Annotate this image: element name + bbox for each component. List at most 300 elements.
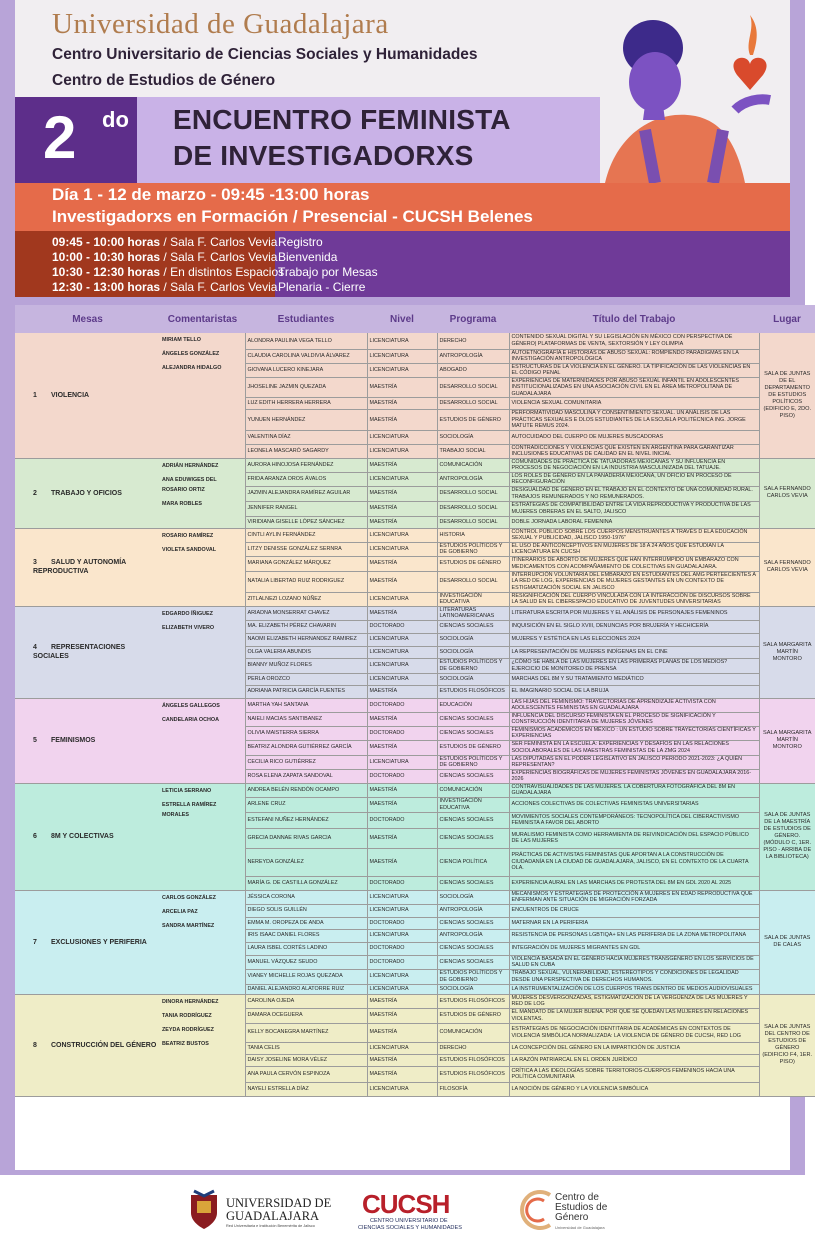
level: DOCTORADO <box>367 726 437 740</box>
mesa-number: 5 <box>33 737 37 744</box>
student-name: PERLA OROZCO <box>245 673 367 685</box>
program: CIENCIAS SOCIALES <box>437 917 509 929</box>
column-header: Mesas <box>15 305 160 333</box>
table-row <box>15 783 815 797</box>
level: LICENCIATURA <box>367 592 437 606</box>
student-name: ADRIANA PATRICIA GARCÍA FUENTES <box>245 685 367 698</box>
work-title: ITINERARIOS DE ABORTO DE MUJERES QUE HAN INTERRUMPIDO UN EMBARAZO CON MEDICAMENTOS CON ACOMPAÑAMIENTO DE COLECTIVAS EN GUADALAJARA. <box>509 556 759 571</box>
program: ESTUDIOS DE GÉNERO <box>437 410 509 431</box>
level: LICENCIATURA <box>367 1042 437 1054</box>
heart-icon <box>733 58 766 90</box>
commentator-name: ELIZABETH VIVERO <box>162 624 215 631</box>
level: LICENCIATURA <box>367 646 437 658</box>
program: ANTROPOLOGÍA <box>437 472 509 486</box>
schedule-place: / Sala F. Carlos Vevia <box>160 250 278 264</box>
edition-number: 2 <box>43 104 75 171</box>
work-title: ESTRATEGIAS DE NEGOCIACIÓN IDENTITARIA DE ACADÉMICAS EN CONTEXTOS DE VIOLENCIA SIMBÓLICA NORMALIZADA: LA VIOLENCIA DE GÉNERO DE CUCSH, RED LOG <box>509 1023 759 1042</box>
work-title: RESISTENCIA DE PERSONAS LGBTIQA+ EN LAS PERIFERIA DE LA ZONA METROPOLITANA <box>509 929 759 942</box>
program: CIENCIAS SOCIALES <box>437 942 509 955</box>
program: ESTUDIOS DE GÉNERO <box>437 740 509 755</box>
work-title: MOVIMIENTOS SOCIALES CONTEMPORÁNEOS: TECNOPOLÍTICA DEL CIBERACTIVISMO FEMINISTA A FAVOR DEL ABORTO <box>509 812 759 828</box>
work-title: EL MANDATO DE LA MUJER BUENA. POR QUÉ SE QUEDAN LAS MUJERES EN RELACIONES VIOLENTAS. <box>509 1008 759 1023</box>
program: SOCIOLOGÍA <box>437 890 509 904</box>
student-name: AURORA HINOJOSA FERNÁNDEZ <box>245 458 367 472</box>
program: CIENCIAS SOCIALES <box>437 955 509 969</box>
program: DESARROLLO SOCIAL <box>437 486 509 501</box>
program: INVESTIGACIÓN EDUCATIVA <box>437 797 509 812</box>
mesa-name: FEMINISMOS <box>51 737 96 744</box>
schedule-row <box>52 265 284 279</box>
program: INVESTIGACIÓN EDUCATIVA <box>437 592 509 606</box>
ceg-logo-icon <box>516 1187 556 1233</box>
student-name: JENNIFER RANGEL <box>245 501 367 516</box>
level: LICENCIATURA <box>367 658 437 673</box>
level: MAESTRÍA <box>367 410 437 431</box>
mesa-name: EXCLUSIONES Y PERIFERIA <box>51 938 147 946</box>
commentator-name: ROSARIO RAMÍREZ <box>162 532 214 539</box>
commentators-cell <box>160 458 245 528</box>
level: LICENCIATURA <box>367 349 437 363</box>
level: DOCTORADO <box>367 942 437 955</box>
level: MAESTRÍA <box>367 740 437 755</box>
work-title: VIOLENCIA BASADA EN EL GÉNERO HACIA MUJERES TRANSGÉNERO EN LOS SERVICIOS DE SALUD EN CUBA <box>509 955 759 969</box>
program: EDUCACIÓN <box>437 698 509 712</box>
commentator-name: MIRIAM TELLO <box>162 337 201 343</box>
student-name: CECILIA RICO GUTIÉRREZ <box>245 755 367 769</box>
modality-line: Investigadorxs en Formación / Presencial - CUCSH Belenes <box>52 207 533 226</box>
level: MAESTRÍA <box>367 556 437 571</box>
ceg-logo-line3: Género <box>555 1212 589 1223</box>
program: ESTUDIOS FILOSÓFICOS <box>437 685 509 698</box>
work-title: MECANISMOS Y ESTRATEGIAS DE PROTECCIÓN A MUJERES EN EDAD REPRODUCTIVA QUE ENFERMAN ANTE SITUACIÓN DE MIGRACIÓN FORZADA <box>509 890 759 904</box>
mesa-name: VIOLENCIA <box>51 391 90 399</box>
figure-neck <box>643 105 665 120</box>
work-title: CONTRADICCIONES Y VIOLENCIAS QUE EXISTEN EN ARGENTINA PARA GARANTIZAR INCLUSIONES EDUCATIVAS DE CALIDAD EN EL NIVEL INICIAL <box>509 444 759 458</box>
program-table-container <box>15 305 813 1170</box>
work-title: CONTROL PÚBLICO SOBRE LOS CUERPOS MENSTRUANTES A TRAVÉS D ELA EDUCACIÓN SEXUAL Y PUBLICIDAD, JALISCO 1950-1976" <box>509 528 759 542</box>
work-title: ENCUENTROS DE CRUCE <box>509 904 759 917</box>
level: LICENCIATURA <box>367 673 437 685</box>
table-row <box>15 528 815 542</box>
student-name: DAMARA OCEGUERA <box>245 1008 367 1023</box>
student-name: ARLENE CRUZ <box>245 797 367 812</box>
program: SOCIOLOGÍA <box>437 646 509 658</box>
work-title: MATERNAR EN LA PERIFERIA <box>509 917 759 929</box>
event-title-line1: ENCUENTRO FEMINISTA <box>173 104 511 135</box>
level: MAESTRÍA <box>367 994 437 1008</box>
udg-logo-line1: UNIVERSIDAD DE <box>226 1196 332 1210</box>
level: LICENCIATURA <box>367 1082 437 1096</box>
level: DOCTORADO <box>367 876 437 890</box>
level: LICENCIATURA <box>367 969 437 984</box>
student-name: JHOSELINE JAZMIN QUEZADA <box>245 377 367 398</box>
level: DOCTORADO <box>367 812 437 828</box>
commentators-cell <box>160 994 245 1096</box>
commentators-cell <box>160 528 245 606</box>
work-title: CONTRAVISUALIDADES DE LAS MUJERES. LA COBERTURA FOTOGRÁFICA DEL 8M EN GUADALAJARA <box>509 783 759 797</box>
program: ANTROPOLOGÍA <box>437 349 509 363</box>
student-name: NAIELI MACIAS SANTIBANEZ <box>245 712 367 726</box>
commentator-name: CANDELARIA OCHOA <box>162 716 219 723</box>
event-title-line2: DE INVESTIGADORXS <box>173 140 474 171</box>
venue-cell: SALA MARGARITA MARTÍN MONTORO <box>759 698 815 783</box>
venue-cell: SALA DE JUNTAS DE LA MAESTRÍA DE ESTUDIOS DE GÉNERO. (MÓDULO C, 1ER. PISO - ARRIBA DE LA BIBLIOTECA) <box>759 783 815 890</box>
level: MAESTRÍA <box>367 516 437 528</box>
student-name: JÉSSICA CORONA <box>245 890 367 904</box>
figure-head <box>629 52 681 112</box>
mesa-cell <box>15 528 160 606</box>
student-name: ALONDRA PAULINA VEGA TELLO <box>245 333 367 349</box>
mesa-cell <box>15 698 160 783</box>
commentator-name: ARCELIA PAZ <box>162 908 198 915</box>
level: DOCTORADO <box>367 955 437 969</box>
level: LICENCIATURA <box>367 528 437 542</box>
program: DESARROLLO SOCIAL <box>437 398 509 410</box>
schedule-row <box>52 280 277 294</box>
mesa-name: 8M Y COLECTIVAS <box>51 833 114 840</box>
work-title: ACCIONES COLECTIVAS DE COLECTIVAS FEMINISTAS UNIVERSITARIAS <box>509 797 759 812</box>
student-name: JAZMIN ALEJANDRA RAMÍREZ AGUILAR <box>245 486 367 501</box>
work-title: RESIGNIFICACIÓN DEL CUERPO VINCULADA CON LA INTERACCIÓN DE DISCURSOS SOBRE LA SALUD EN EL CIBERESPACIO EDUCATIVO DE JUVENTUDES UNIVERSITARIAS <box>509 592 759 606</box>
mesa-number: 4 <box>33 644 37 651</box>
schedule-row <box>52 235 277 249</box>
commentators-cell <box>160 333 245 458</box>
student-name: NAYELI ESTRELLA DÍAZ <box>245 1082 367 1096</box>
table-row <box>15 994 815 1008</box>
university-name: Universidad de Guadalajara <box>52 8 389 40</box>
work-title: CONTENIDO SEXUAL DIGITAL Y SU LEGISLACIÓN EN MÉXICO CON PERSPECTIVA DE GÉNERO| PLATAFORMAS DE VENTA, SEXTORSIÓN Y LEY OLIMPIA <box>509 333 759 349</box>
level: MAESTRÍA <box>367 848 437 876</box>
program: CIENCIAS SOCIALES <box>437 620 509 633</box>
work-title: ESTRUCTURAS DE LA VIOLENCIA EN EL GÉNERO. LA TIPIFICACIÓN DE LAS VIOLENCIAS EN EL CÓDIGO PENAL <box>509 363 759 377</box>
level: LICENCIATURA <box>367 542 437 556</box>
student-name: LEONELA MASCARÓ SAGARDY <box>245 444 367 458</box>
venue-cell: SALA MARGARITA MARTÍN MONTORO <box>759 606 815 698</box>
program: ESTUDIOS POLÍTICOS Y DE GOBIERNO <box>437 755 509 769</box>
figure-raised-arm <box>735 99 770 110</box>
mesa-number: 6 <box>33 833 37 840</box>
work-title: INTERRUPCIÓN VOLUNTARIA DEL EMBARAZO EN ESTUDIANTES DEL AMG PERTEECIENTES A LA RED DE LOG, EXPERIENCIAS DE MUJERES GESTANTES EN UN CONTEXTO DE ESTIGMATIZACIÓN SOCIAL EN JALISCO <box>509 571 759 592</box>
student-name: MARTHA YAH SANTANA <box>245 698 367 712</box>
program: COMUNICACIÓN <box>437 458 509 472</box>
student-name: ESTEFANI NUÑEZ HERNÁNDEZ <box>245 812 367 828</box>
mesa-number: 2 <box>33 489 37 497</box>
table-row <box>15 698 815 712</box>
column-header: Lugar <box>759 305 815 333</box>
student-name: BIANNY MUÑOZ FLORES <box>245 658 367 673</box>
mesa-name: TRABAJO Y OFICIOS <box>51 489 122 497</box>
level: LICENCIATURA <box>367 472 437 486</box>
mesa-number: 7 <box>33 938 37 946</box>
program: COMUNICACIÓN <box>437 1023 509 1042</box>
level: MAESTRÍA <box>367 783 437 797</box>
level: LICENCIATURA <box>367 430 437 444</box>
footer <box>0 1175 805 1243</box>
work-title: LA NOCIÓN DE GÉNERO Y LA VIOLENCIA SIMBÓLICA <box>509 1082 759 1096</box>
program: ESTUDIOS POLÍTICOS Y DE GOBIERNO <box>437 542 509 556</box>
work-title: LOS ROLES DE GÉNERO EN LA PANADERÍA MEXICANA, UN OFICIO EN PROCESO DE RECONFIGURACIÓN <box>509 472 759 486</box>
column-header: Comentaristas <box>160 305 245 333</box>
student-name: ROSA ELENA ZAPATA SANDOVAL <box>245 769 367 783</box>
commentators-cell <box>160 783 245 890</box>
program: ESTUDIOS FILOSÓFICOS <box>437 1054 509 1066</box>
table-row <box>15 333 815 349</box>
work-title: INQUISICIÓN EN EL SIGLO XVIII, DENUNCIAS POR BRUJERÍA Y HECHICERÍA <box>509 620 759 633</box>
student-name: NEREYDA GONZÁLEZ <box>245 848 367 876</box>
student-name: VIANEY MICHELLE ROJAS QUEZADA <box>245 969 367 984</box>
student-name: ARIADNA MONSERRAT CHAVEZ <box>245 606 367 620</box>
level: MAESTRÍA <box>367 377 437 398</box>
level: LICENCIATURA <box>367 633 437 646</box>
level: MAESTRÍA <box>367 1008 437 1023</box>
cucsh-logo: CUCSH <box>362 1189 450 1219</box>
work-title: MUJERES Y ESTÉTICA EN LAS ELECCIONES 2024 <box>509 633 759 646</box>
schedule-place: / Sala F. Carlos Vevia <box>160 235 278 249</box>
commentator-name: SANDRA MARTÍNEZ <box>162 922 215 929</box>
program: DERECHO <box>437 333 509 349</box>
program: CIENCIAS SOCIALES <box>437 812 509 828</box>
level: MAESTRÍA <box>367 712 437 726</box>
level: MAESTRÍA <box>367 797 437 812</box>
program: SOCIOLOGÍA <box>437 984 509 994</box>
venue-cell: SALA DE JUNTAS DE CALAS <box>759 890 815 994</box>
level: MAESTRÍA <box>367 501 437 516</box>
student-name: LITZY DENISSE GONZÁLEZ SERNRA <box>245 542 367 556</box>
student-name: ANDREA BELÉN RENDÓN OCAMPO <box>245 783 367 797</box>
student-name: ANA PAULA CERVÓN ESPINOZA <box>245 1066 367 1082</box>
work-title: AUTOETNOGRAFÍA E HISTORIAS DE ABUSO SEXUAL: ROMPIENDO PARADIGMAS EN LA INVESTIGACIÓN ANTROPOLÓGICA <box>509 349 759 363</box>
program: ESTUDIOS FILOSÓFICOS <box>437 994 509 1008</box>
program: SOCIOLOGÍA <box>437 430 509 444</box>
schedule-time: 10:30 - 12:30 horas <box>52 265 161 279</box>
commentator-name: ADRIÁN HERNÁNDEZ <box>162 462 219 469</box>
level: MAESTRÍA <box>367 458 437 472</box>
column-header: Nivel <box>367 305 437 333</box>
commentators-cell <box>160 606 245 698</box>
commentator-name: BEATRIZ BUSTOS <box>162 1040 209 1047</box>
venue-cell: SALA DE JUNTAS DE EL DEPARTAMENTO DE ESTUDIOS POLÍTICOS (EDIFICIO E, 2DO. PISO) <box>759 333 815 458</box>
work-title: LITERATURA ESCRITA POR MUJERES Y EL ANÁLISIS DE PERSONAJES FEMENINOS <box>509 606 759 620</box>
level: LICENCIATURA <box>367 333 437 349</box>
work-title: LA CONCEPCIÓN DEL GÉNERO EN LA IMPARTICIÓN DE JUSTICIA <box>509 1042 759 1054</box>
student-name: LUZ EDITH HERRERA HERRERA <box>245 398 367 410</box>
work-title: EXPERIENCIA AURAL EN LAS MARCHAS DE PROTESTA DEL 8M EN GDL 2020 AL 2025 <box>509 876 759 890</box>
student-name: OLGA VALERIA ABUNDIS <box>245 646 367 658</box>
level: LICENCIATURA <box>367 755 437 769</box>
program: HISTORIA <box>437 528 509 542</box>
program: ESTUDIOS POLÍTICOS Y DE GOBIERNO <box>437 658 509 673</box>
student-name: VIRIDIANA GISELLE LÓPEZ SÁNCHEZ <box>245 516 367 528</box>
work-title: EXPERIENCIAS DE MATERNIDADES POR ABUSO SEXUAL INFANTIL EN ADOLESCENTES INSTITUCIONALIZADAS EN UNA ASOCIACIÓN CIVIL EN EL ÁREA METROPOLITANA DE GUADALAJARA <box>509 377 759 398</box>
commentator-name: LETICIA SERRANO <box>162 787 212 794</box>
cucsh-logo-line2: CIENCIAS SOCIALES Y HUMANIDADES <box>358 1225 462 1231</box>
cucsh-logo-line1: CENTRO UNIVERSITARIO DE <box>370 1218 448 1224</box>
level: LICENCIATURA <box>367 984 437 994</box>
work-title: TRABAJO SEXUAL, VULNERABILIDAD, ESTEREOTIPOS Y CONDICIONES DE LEGALIDAD DESDE UNA PERSPECTIVA DE DERECHOS HUMANOS. <box>509 969 759 984</box>
student-name: EMMA M. OROPEZA DE ANDA <box>245 917 367 929</box>
schedule-activity: Trabajo por Mesas <box>278 265 378 279</box>
level: MAESTRÍA <box>367 685 437 698</box>
student-name: MARIANA GONZÁLEZ MÁRQUEZ <box>245 556 367 571</box>
program: SOCIOLOGÍA <box>437 673 509 685</box>
student-name: DANIEL ALEJANDRO ALATORRE RUIZ <box>245 984 367 994</box>
student-name: GRECIA DANNAE RIVAS GARCIA <box>245 828 367 848</box>
program: FILOSOFÍA <box>437 1082 509 1096</box>
work-title: EXPERIENCIAS BIOGRÁFICAS DE MUJERES FEMINISTAS JÓVENES EN GUADALAJARA 2016-2026 <box>509 769 759 783</box>
day-line: Día 1 - 12 de marzo - 09:45 -13:00 horas <box>52 185 370 204</box>
ceg-logo-line2: Estudios de <box>555 1202 608 1213</box>
level: LICENCIATURA <box>367 929 437 942</box>
program: CIENCIA POLÍTICA <box>437 848 509 876</box>
work-title: DESIGUALDAD DE GÉNERO EN EL TRABAJO EN EL CONTEXTO DE UNA COMUNIDAD RURAL. TRABAJOS REMUNERADOS Y NO REMUNERADOS. <box>509 486 759 501</box>
commentator-name: CARLOS GONZÁLEZ <box>162 894 216 901</box>
student-name: CAROLINA OJEDA <box>245 994 367 1008</box>
level: DOCTORADO <box>367 769 437 783</box>
venue-cell: SALA DE JUNTAS DEL CENTRO DE ESTUDIOS DE GÉNERO (EDIFICIO F4, 1ER. PISO) <box>759 994 815 1096</box>
program: ESTUDIOS POLÍTICOS Y DE GOBIERNO <box>437 969 509 984</box>
student-name: MA. ELIZABETH PÉREZ CHAVARIN <box>245 620 367 633</box>
work-title: INFLUENCIA DEL DISCURSO FEMINISTA EN EL PROCESO DE SIGNIFICACIÓN Y CONSTRUCCIÓN IDENTITARIA DE MUJERES JÓVENES <box>509 712 759 726</box>
center-name: Centro Universitario de Ciencias Sociales y Humanidades <box>52 46 478 63</box>
table-row <box>15 458 815 472</box>
level: MAESTRÍA <box>367 606 437 620</box>
program: CIENCIAS SOCIALES <box>437 828 509 848</box>
program: COMUNICACIÓN <box>437 783 509 797</box>
work-title: EL USO DE ANTICONCEPTIVOS EN MUJERES DE 18 A 24 AÑOS QUE ESTUDIAN LA LICENCIATURA EN CUCSH <box>509 542 759 556</box>
schedule-activity: Bienvenida <box>278 250 338 264</box>
commentator-name: ÁNGELES GALLEGOS <box>162 702 220 709</box>
student-name: KELLY BOCANEGRA MARTÍNEZ <box>245 1023 367 1042</box>
mesa-number: 1 <box>33 391 37 399</box>
program: ESTUDIOS DE GÉNERO <box>437 1008 509 1023</box>
schedule-place: / Sala F. Carlos Vevia <box>160 280 278 294</box>
program: LITERATURAS LATINOAMERICANAS <box>437 606 509 620</box>
level: MAESTRÍA <box>367 828 437 848</box>
program: CIENCIAS SOCIALES <box>437 726 509 740</box>
column-header: Título del Trabajo <box>509 305 759 333</box>
schedule-activity: Registro <box>278 235 323 249</box>
student-name: GIOVANA LUCERO KINEJARA <box>245 363 367 377</box>
commentator-name: ESTRELLA RAMÍREZ MORALES <box>162 801 217 818</box>
student-name: MARÍA G. DE CASTILLA GONZÁLEZ <box>245 876 367 890</box>
commentator-name: ZEYDA RODRÍGUEZ <box>162 1026 214 1033</box>
work-title: COMUNIDADES DE PRÁCTICA DE TATUADORAS MEXICANAS Y SU INFLUENCIA EN PROCESOS DE NEGOCIACIÓN EN LA INDUSTRIA MASCULINIZADA DEL TATUAJE. <box>509 458 759 472</box>
work-title: SER FEMINISTA EN LA ESCUELA: EXPERIENCIAS Y DESAFÍOS EN LAS RELACIONES SOCIOLABORALES DE LAS MAESTRAS FEMINISTAS DE LA ZMG 2024 <box>509 740 759 755</box>
mesa-number: 3 <box>33 559 37 566</box>
program: DESARROLLO SOCIAL <box>437 501 509 516</box>
student-name: TANIA CELIS <box>245 1042 367 1054</box>
level: MAESTRÍA <box>367 571 437 592</box>
work-title: LA INSTRUMENTALIZACIÓN DE LOS CUERPOS TRANS DENTRO DE MEDIOS AUDIOVISUALES <box>509 984 759 994</box>
woman-heart-illustration <box>585 0 790 183</box>
venue-cell: SALA FERNANDO CARLOS VEVIA <box>759 528 815 606</box>
ceg-logo-line1: Centro de <box>555 1192 599 1203</box>
program: DESARROLLO SOCIAL <box>437 516 509 528</box>
level: LICENCIATURA <box>367 904 437 917</box>
commentator-name: ALEJANDRA HIDALGO <box>162 365 222 371</box>
mesa-cell <box>15 994 160 1096</box>
program: SOCIOLOGÍA <box>437 633 509 646</box>
student-name: VALENTINA DÍAZ <box>245 430 367 444</box>
program: DESARROLLO SOCIAL <box>437 377 509 398</box>
work-title: VIOLENCIA SEXUAL COMUNITARIA <box>509 398 759 410</box>
commentators-cell <box>160 698 245 783</box>
level: MAESTRÍA <box>367 1054 437 1066</box>
level: MAESTRÍA <box>367 1023 437 1042</box>
work-title: PRÁCTICAS DE ACTIVISTAS FEMINISTAS QUE APORTAN A LA CONSTRUCCIÓN DE CIUDADANÍA EN LA CIUDAD DE GUADALAJARA, JALISCO, EN EL CONTEXTO DE LA CUARTA OLA. <box>509 848 759 876</box>
commentator-name: ÁNGELES GONZÁLEZ <box>162 351 220 357</box>
commentator-name: DINORA HERNÁNDEZ <box>162 998 219 1005</box>
student-name: NATALIA LIBERTAD RUIZ RODRIGUEZ <box>245 571 367 592</box>
work-title: EL IMAGINARIO SOCIAL DE LA BRUJA <box>509 685 759 698</box>
schedule-place: / En distintos Espacios <box>160 265 285 279</box>
program: DESARROLLO SOCIAL <box>437 571 509 592</box>
work-title: FEMINISMOS ACADÉMICOS EN MÉXICO : UN ESTUDIO SOBRE TRAYECTORIAS CIENTÍFICAS Y EXPERIENCIAS <box>509 726 759 740</box>
mesa-cell <box>15 333 160 458</box>
work-title: MURALISMO FEMINISTA COMO HERRAMIENTA DE REIVINDICACIÓN DEL ESPACIO PÚBLICO DE LAS MUJERES <box>509 828 759 848</box>
level: MAESTRÍA <box>367 486 437 501</box>
student-name: ZITLALNEZI LOZANO NÚÑEZ <box>245 592 367 606</box>
student-name: CINTLI AYLIN FERNÁNDEZ <box>245 528 367 542</box>
program-table <box>15 305 815 1097</box>
work-title: DOBLE JORNADA LABORAL FEMENINA <box>509 516 759 528</box>
schedule-time: 10:00 - 10:30 horas <box>52 250 161 264</box>
student-name: DIEGO SOLIS GUILLÉN <box>245 904 367 917</box>
table-row <box>15 890 815 904</box>
mesa-name: CONSTRUCCIÓN DEL GÉNERO <box>51 1041 157 1049</box>
commentator-name: MARA ROBLES <box>162 500 202 507</box>
commentator-name: VIOLETA SANDOVAL <box>162 546 217 553</box>
udg-crest-icon <box>188 1189 220 1231</box>
student-name: MANUEL VÁZQUEZ SEUDO <box>245 955 367 969</box>
ceg-logo-line4: Universidad de Guadalajara <box>555 1225 605 1230</box>
udg-logo-tagline: Red Universitaria e Institución Benemérita de Jalisco <box>226 1224 315 1228</box>
work-title: CRÍTICA A LAS IDEOLOGÍAS SOBRE TERRITORIOS-CUERPOS FEMENINOS HACIA UNA POLÍTICA COMUNITARIA <box>509 1066 759 1082</box>
level: LICENCIATURA <box>367 444 437 458</box>
commentator-name: ANA EDUWIGES DEL ROSARIO ORTIZ <box>162 476 217 493</box>
mesa-cell <box>15 890 160 994</box>
student-name: YUNUEN HERNÁNDEZ <box>245 410 367 431</box>
work-title: AUTOCUIDADO DEL CUERPO DE MUJERES BUSCADORAS <box>509 430 759 444</box>
level: MAESTRÍA <box>367 398 437 410</box>
program: CIENCIAS SOCIALES <box>437 876 509 890</box>
work-title: LAS DIPUTADAS EN EL PODER LEGISLATIVO EN JALISCO PERIODO 2021-2023: ¿A QUIÉN REPRESENTAN? <box>509 755 759 769</box>
work-title: MUJERES DESVERGONZADAS, ESTIGMATIZACIÓN DE LA VERGÜENZA DE LAS MUJERES Y RED DE LOG <box>509 994 759 1008</box>
column-header: Estudiantes <box>245 305 367 333</box>
venue-cell: SALA FERNANDO CARLOS VEVIA <box>759 458 815 528</box>
student-name: BEATRIZ ALONDRA GUTIÉRREZ GARCÍA <box>245 740 367 755</box>
student-name: CLAUDIA CAROLINA VALDIVIA ÁLVAREZ <box>245 349 367 363</box>
student-name: IRIS ISAAC DANIEL FLORES <box>245 929 367 942</box>
mesa-name: REPRESENTACIONES SOCIALES <box>33 644 126 660</box>
work-title: MARCHAS DEL 8M Y SU TRATAMIENTO MEDIÁTICO <box>509 673 759 685</box>
level: DOCTORADO <box>367 620 437 633</box>
schedule-activity: Plenaria - Cierre <box>278 280 366 294</box>
work-title: INTEGRACIÓN DE MUJERES MIGRANTES EN GDL <box>509 942 759 955</box>
program: ABOGADO <box>437 363 509 377</box>
program: CIENCIAS SOCIALES <box>437 769 509 783</box>
schedule-row <box>52 250 277 264</box>
program: ESTUDIOS FILOSÓFICOS <box>437 1066 509 1082</box>
work-title: PERFORMATIVIDAD MASCULINA Y CONSENTIMIENTO SEXUAL. UN ANÁLISIS DE LAS PRÁCTICAS SEXUALES E DLOS ESTUDIANTES DE LA ESCUELA POLITÉCNICA ING. JORGE MATUTE REMUS 2024. <box>509 410 759 431</box>
table-row <box>15 606 815 620</box>
level: LICENCIATURA <box>367 363 437 377</box>
level: DOCTORADO <box>367 698 437 712</box>
student-name: LAURA ISBEL CORTÉS LADINO <box>245 942 367 955</box>
commentator-name: TANIA RODRÍGUEZ <box>162 1012 212 1019</box>
flame-icon <box>749 15 757 55</box>
edition-badge <box>15 97 137 183</box>
